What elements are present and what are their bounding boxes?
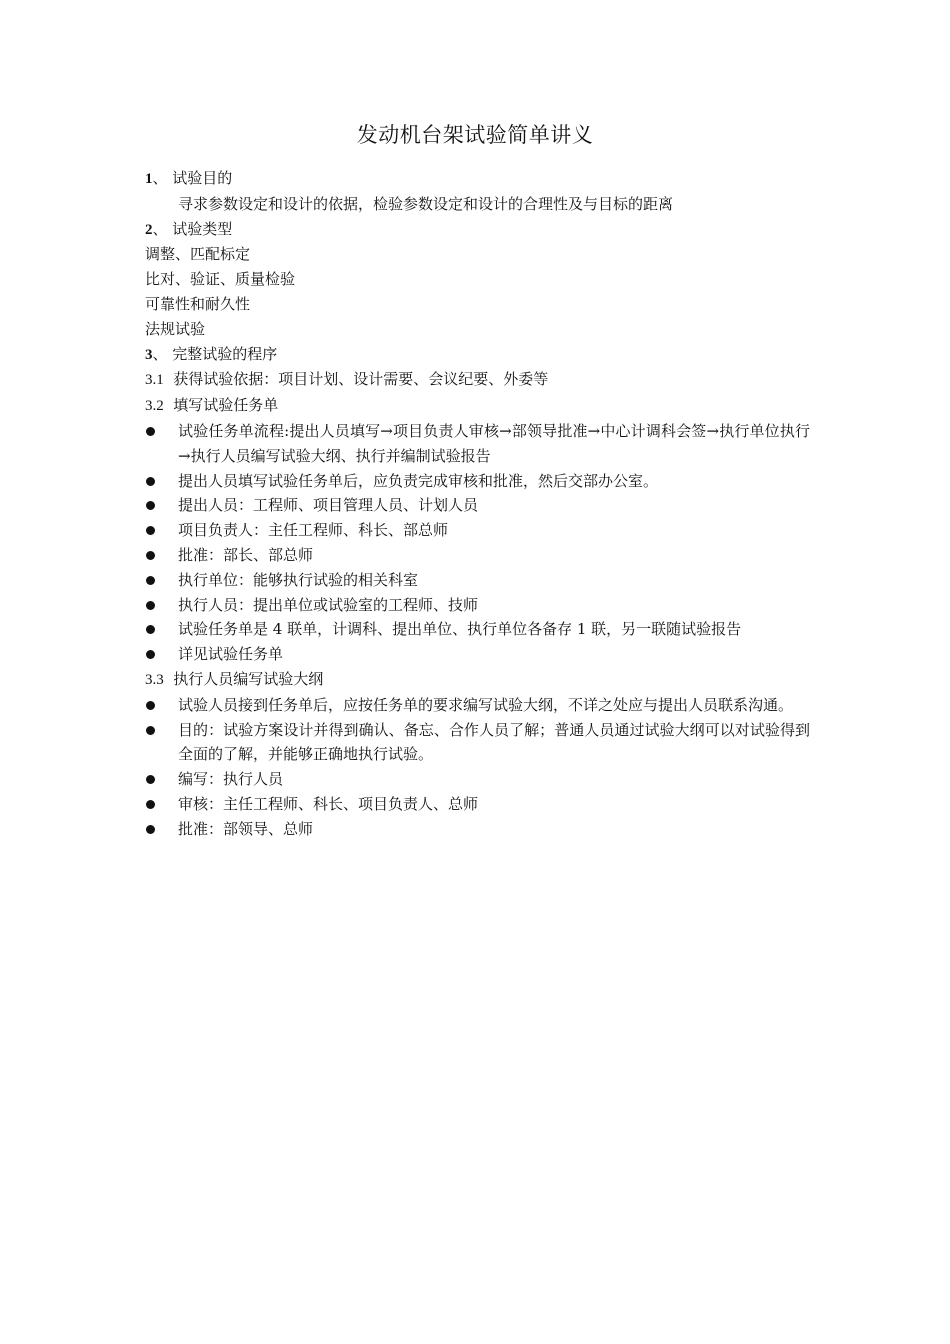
section-separator: 、 — [152, 344, 168, 363]
section-heading-1 — [145, 166, 810, 192]
section-label: 完整试验的程序 — [172, 344, 278, 363]
bullet-item — [145, 767, 810, 792]
bullet-dot-icon — [145, 718, 178, 743]
section-number: 2 — [145, 221, 153, 238]
document-body — [145, 166, 810, 842]
bullet-text: 试验任务单是 4 联单，计调科、提出单位、执行单位各备存 1 联，另一联随试验报告 — [178, 620, 742, 639]
subsection-label: 执行人员编写试验大纲 — [173, 669, 324, 688]
subsection-heading-3-3 — [145, 667, 810, 693]
test-type-item: 调整、匹配标定 — [145, 245, 251, 264]
bullet-text: 审核：主任工程师、科长、项目负责人、总师 — [178, 794, 479, 813]
section-label: 试验类型 — [172, 219, 233, 238]
bullet-dot-icon — [145, 642, 178, 667]
bullet-text: 目的：试验方案设计并得到确认、备忘、合作人员了解；普通人员通过试验大纲可以对试验得到全面的了解，并能够正确地执行试验。 — [178, 720, 810, 764]
bullet-dot-icon — [145, 419, 178, 444]
test-type-item: 比对、验证、质量检验 — [145, 270, 296, 289]
bullet-dot-icon — [145, 518, 178, 543]
bullet-dot-icon — [145, 617, 178, 642]
document-title: 发动机台架试验简单讲义 — [356, 123, 594, 147]
bullet-item — [145, 593, 810, 618]
bullet-text: 提出人员：工程师、项目管理人员、计划人员 — [178, 496, 479, 515]
bullet-item — [145, 568, 810, 593]
subsection-number: 3.1 — [145, 372, 164, 389]
bullet-dot-icon — [145, 543, 178, 568]
bullet-dot-icon — [145, 693, 178, 718]
bullet-text: 项目负责人：主任工程师、科长、部总师 — [178, 521, 449, 540]
bullet-dot-icon — [145, 817, 178, 842]
bullet-dot-icon — [145, 593, 178, 618]
section-label: 试验目的 — [172, 169, 233, 187]
section-1-description: 寻求参数设定和设计的依据，检验参数设定和设计的合理性及与目标的距离 — [178, 194, 674, 213]
section-heading-3 — [145, 342, 810, 368]
bullet-text: 批准：部领导、总师 — [178, 819, 314, 838]
bullet-item — [145, 493, 810, 518]
bullet-item — [145, 617, 810, 642]
bullet-dot-icon — [145, 469, 178, 494]
section-heading-2 — [145, 217, 810, 243]
bullet-item — [145, 419, 810, 469]
bullet-text: 提出人员填写试验任务单后，应负责完成审核和批准，然后交部办公室。 — [178, 471, 659, 490]
bullet-dot-icon — [145, 493, 178, 518]
subsection-number: 3.2 — [145, 398, 164, 415]
bullet-dot-icon — [145, 767, 178, 792]
bullet-text: 执行单位：能够执行试验的相关科室 — [178, 570, 419, 589]
subsection-label: 获得试验依据：项目计划、设计需要、会议纪要、外委等 — [173, 370, 549, 389]
subsection-label: 填写试验任务单 — [173, 396, 279, 415]
bullet-item — [145, 642, 810, 667]
bullet-item — [145, 518, 810, 543]
bullet-text: 详见试验任务单 — [178, 645, 284, 664]
subsection-heading-3-1 — [145, 367, 810, 393]
bullet-text: 试验人员接到任务单后，应按任务单的要求编写试验大纲，不详之处应与提出人员联系沟通。 — [178, 695, 794, 714]
bullet-text: 批准：部长、部总师 — [178, 545, 314, 564]
bullet-item — [145, 792, 810, 817]
bullet-item — [145, 718, 810, 768]
bullet-item — [145, 469, 810, 494]
bullet-item — [145, 693, 810, 718]
bullet-text: 编写：执行人员 — [178, 770, 284, 789]
subsection-heading-3-2 — [145, 393, 810, 419]
bullet-dot-icon — [145, 792, 178, 817]
section-separator: 、 — [152, 169, 168, 187]
section-number: 1 — [145, 171, 153, 187]
bullet-text: 试验任务单流程:提出人员填写→项目负责人审核→部领导批准→中心计调科会签→执行单位执行→执行人员编写试验大纲、执行并编制试验报告 — [178, 421, 810, 465]
subsection-number: 3.3 — [145, 671, 164, 688]
section-separator: 、 — [152, 219, 168, 238]
test-type-item: 法规试验 — [145, 319, 206, 338]
bullet-item — [145, 543, 810, 568]
bullet-dot-icon — [145, 568, 178, 593]
bullet-item — [145, 817, 810, 842]
bullet-text: 执行人员：提出单位或试验室的工程师、技师 — [178, 595, 479, 614]
test-type-item: 可靠性和耐久性 — [145, 294, 251, 313]
section-number: 3 — [145, 346, 153, 363]
